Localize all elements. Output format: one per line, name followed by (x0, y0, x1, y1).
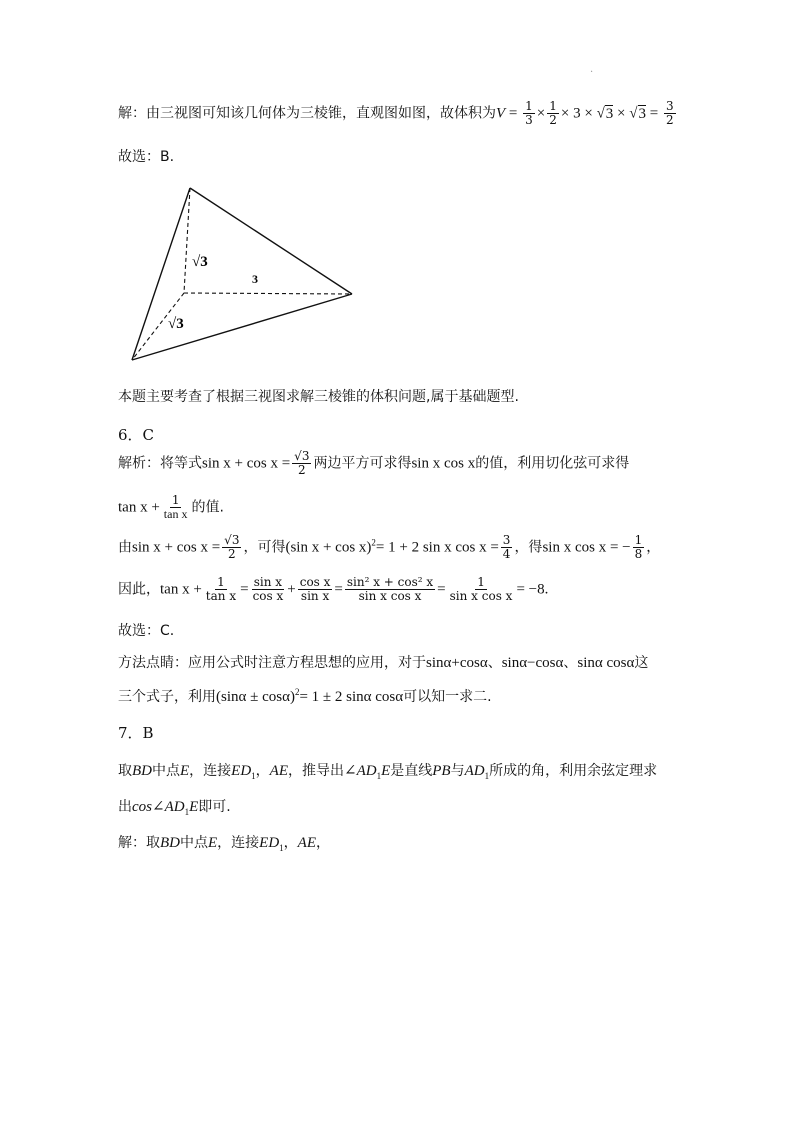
fraction: $\frac{√3}{2}$ (224, 533, 240, 561)
fraction: $\frac{1}{\text{tan x}}$ (163, 493, 188, 521)
fraction: $\frac{\text{sin² x + cos² x}}{\text{sin x cos x}}$ (346, 575, 434, 603)
formula-v: V (496, 105, 506, 122)
fraction: $\frac{1}{3}$ (525, 99, 533, 127)
q7-line-1: 取BD中点E，连接$ED_1$，AE，推导出$\angle AD_1E$是直线PB与$AD_1$所成的角，利用余弦定理求 (118, 763, 658, 781)
fraction: $\frac{1}{8}$ (634, 533, 643, 561)
fraction: $\frac{\text{cos x}}{\text{sin x}}$ (299, 575, 331, 603)
answer-b: 故选：B. (118, 149, 175, 165)
method-line-1: 方法点睛：应用公式时注意方程思想的应用，对于sinα+cosα、sinα−cosα、sinα cosα这 (118, 655, 649, 671)
analysis-line: 解析：将等式sin x + cos x = $\frac{√3}{2}$ 两边平方可求得sin x cos x的值，利用切化弦可求得 (118, 449, 630, 477)
fraction: $\frac{\text{sin x}}{\text{cos x}}$ (252, 575, 284, 603)
fraction: $\frac{1}{\text{sin x cos x}}$ (449, 575, 513, 603)
therefore-line: 因此，tan x + $\frac{1}{\text{tan x}}$ = $\frac{\text{sin x}}{\text{cos x}}$ + $\frac{\text{cos x}}{\text{sin x}}$ = $\frac{\text{sin² x + cos² x}}{\text{sin x cos x}}$ = $\frac{1}{\text{sin x cos x}}$ = −8. (118, 575, 549, 603)
question-7-heading: 7．B (118, 724, 154, 742)
tan-line: tan x + $\frac{1}{\text{tan x}}$ 的值. (118, 493, 224, 521)
fraction: $\frac{3}{4}$ (502, 533, 511, 561)
question-6-heading: 6．C (118, 426, 155, 444)
text: 解：由三视图可知该几何体为三棱锥，直观图如图，故体积为 (118, 105, 496, 122)
edge (190, 188, 352, 294)
method-line-2: 三个式子，利用$(\sin\alpha \pm \cos\alpha)^2= 1 \pm 2$ sinα cosα可以知一求二. (118, 687, 492, 705)
answer-c: 故选：C. (118, 623, 175, 639)
q7-line-2: 出$\cos\angle AD_1E$即可. (118, 799, 231, 817)
fraction: $\frac{1}{2}$ (549, 99, 557, 127)
label-3: 3 (252, 272, 258, 286)
label-sqrt3-bottom: √3 (168, 316, 184, 332)
solution-line-volume: 解：由三视图可知该几何体为三棱锥，直观图如图，故体积为V = $\frac{1}{3}$ × $\frac{1}{2}$ × 3 × √3 × √3 = $\frac{3}{2}$ (118, 99, 674, 127)
fraction: $\frac{1}{\text{tan x}}$ (205, 575, 237, 603)
dashed-edge (184, 293, 352, 294)
label-sqrt3-top: √3 (192, 254, 208, 270)
derivation-line: 由sin x + cos x = $\frac{√3}{2}$ ，可得(sin x + cos x)$^2$= 1 + 2 sin x cos x = $\frac{3}{4}$ ，得sin x cos x = − $\frac{1}{8}$ ， (118, 533, 661, 561)
pyramid-figure (120, 180, 370, 370)
page-dot: . (590, 64, 594, 75)
q7-solution-line: 解：取BD中点E，连接$ED_1$，AE， (118, 835, 330, 853)
fraction: $\frac{√3}{2}$ (294, 449, 310, 477)
edge (132, 294, 352, 360)
fraction: $\frac{3}{2}$ (665, 99, 674, 127)
edge (132, 188, 190, 360)
summary-text: 本题主要考查了根据三视图求解三棱锥的体积问题,属于基础题型. (118, 389, 519, 405)
